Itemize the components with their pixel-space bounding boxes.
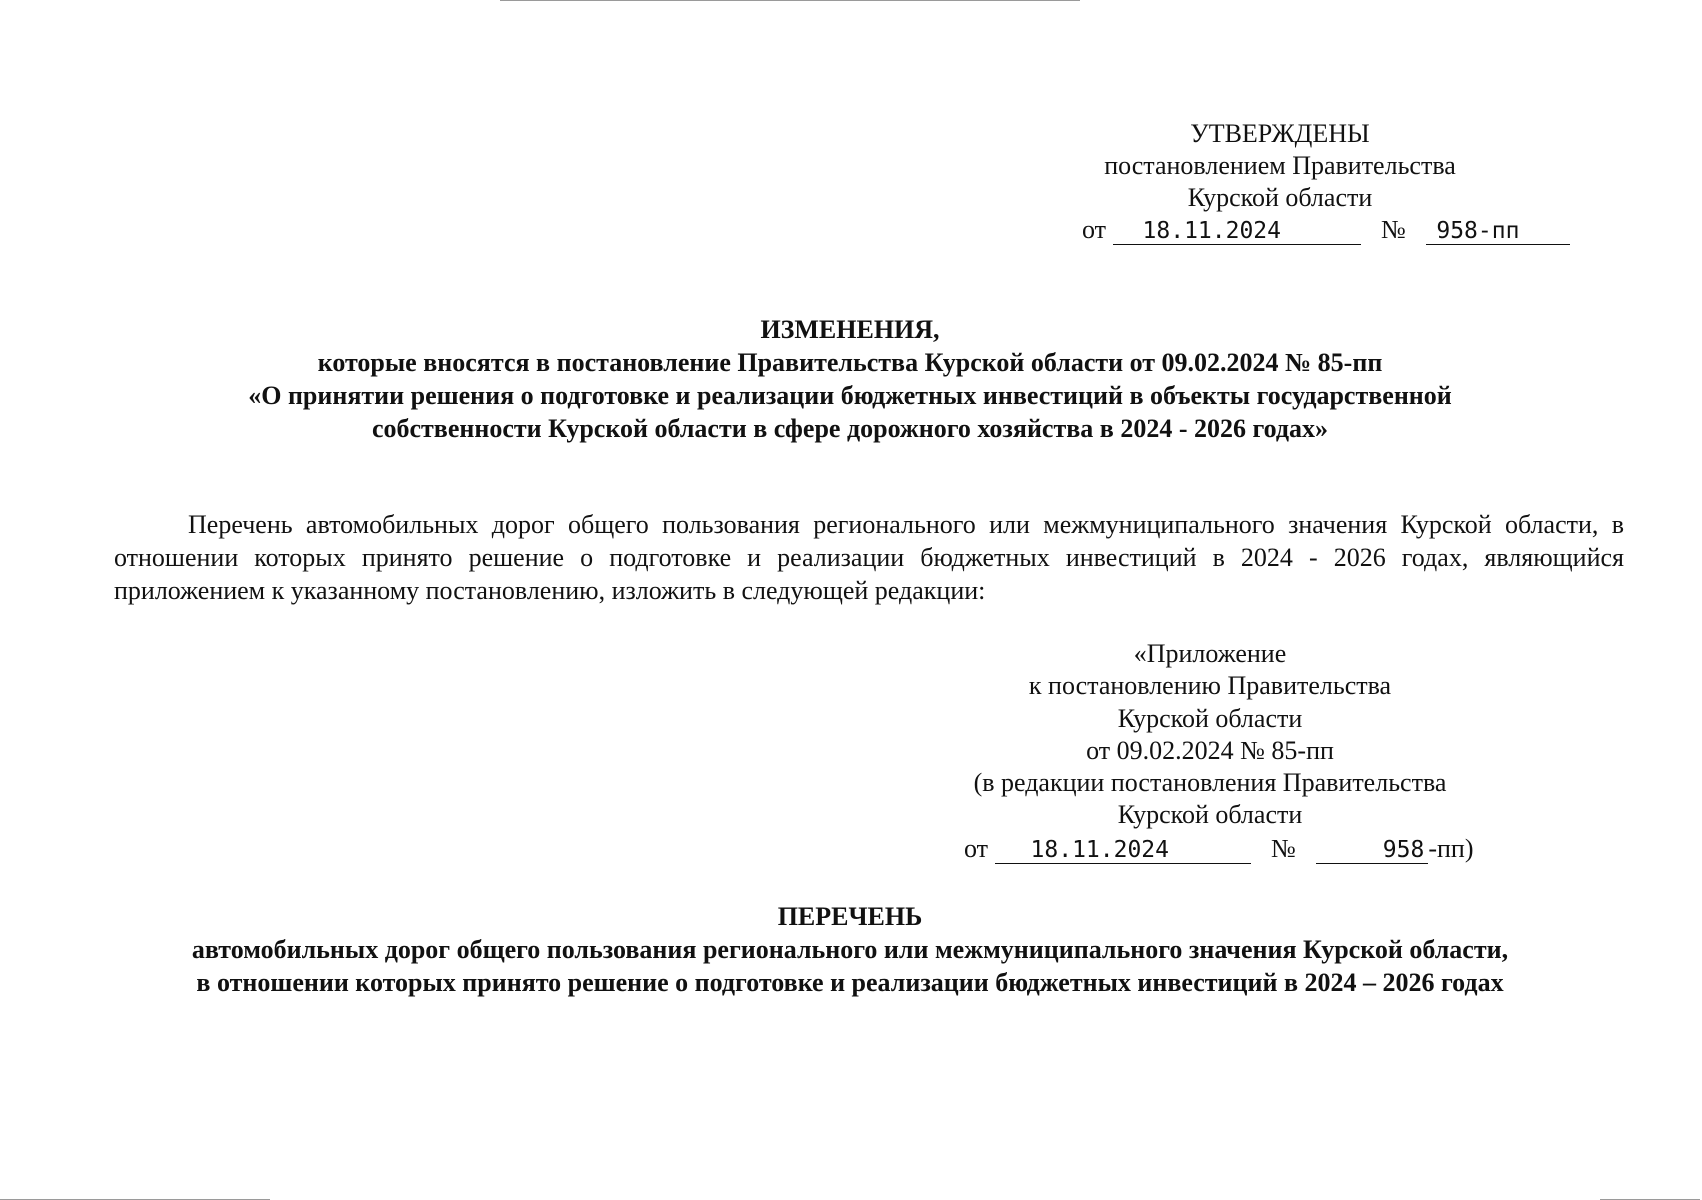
appendix-line-1: «Приложение [1133, 639, 1287, 668]
appendix-line-6: Курской области [1117, 800, 1303, 830]
scan-artifact-top [500, 0, 1080, 1]
approval-block [1080, 118, 1480, 214]
approval-line-3: Курской области [1187, 183, 1373, 212]
appendix-from-label: от [964, 834, 989, 863]
appendix-line-4: от 09.02.2024 № 85-пп [1086, 735, 1334, 765]
body-paragraph: Перечень автомобильных дорог общего пользования регионального или межмуниципального значения Курской области, в отношении которых принято решение о подготовке и реализации бюджетных инвестиций в 2024 - 2026 годах, являющийся приложением к указанному постановлению, изложить в следующей редакции: [114, 510, 1624, 605]
appendix-date-line [964, 833, 1524, 865]
changes-line-1: которые вносятся в постановление Правительства Курской области от 09.02.2024 № 85-пп [317, 348, 1383, 377]
list-title: ПЕРЕЧЕНЬ [777, 902, 923, 931]
list-line-1: автомобильных дорог общего пользования регионального или межмуниципального значения Курской области, [191, 935, 1509, 964]
changes-line-3: собственности Курской области в сфере дорожного хозяйства в 2024 - 2026 годах» [371, 414, 1329, 443]
appendix-line-2: к постановлению Правительства [1028, 671, 1392, 701]
appendix-number-suffix: -пп) [1428, 834, 1474, 863]
changes-title: ИЗМЕНЕНИЯ, [760, 315, 940, 344]
appendix-line-3: Курской области [1117, 703, 1303, 733]
approval-number-field: 958-пп [1426, 218, 1570, 245]
appendix-line-5: (в редакции постановления Правительства [973, 768, 1447, 798]
changes-line-2: «О принятии решения о подготовке и реализации бюджетных инвестиций в объекты государственной [248, 381, 1452, 410]
list-line-2: в отношении которых принято решение о подготовке и реализации бюджетных инвестиций в 2024 – 2026 годах [196, 968, 1504, 997]
approval-date-field: 18.11.2024 [1113, 218, 1361, 245]
approval-date-line [1082, 214, 1582, 246]
appendix-date-field: 18.11.2024 [995, 837, 1251, 864]
appendix-number-sign: № [1271, 834, 1296, 863]
approval-number-sign: № [1381, 215, 1406, 244]
list-heading [100, 900, 1600, 999]
approval-line-2: постановлением Правительства [1104, 151, 1456, 180]
appendix-block [940, 638, 1480, 832]
approval-title: УТВЕРЖДЕНЫ [1190, 119, 1370, 148]
appendix-number-field: 958 [1316, 837, 1428, 864]
approval-from-label: от [1082, 215, 1107, 244]
changes-heading [100, 313, 1600, 445]
